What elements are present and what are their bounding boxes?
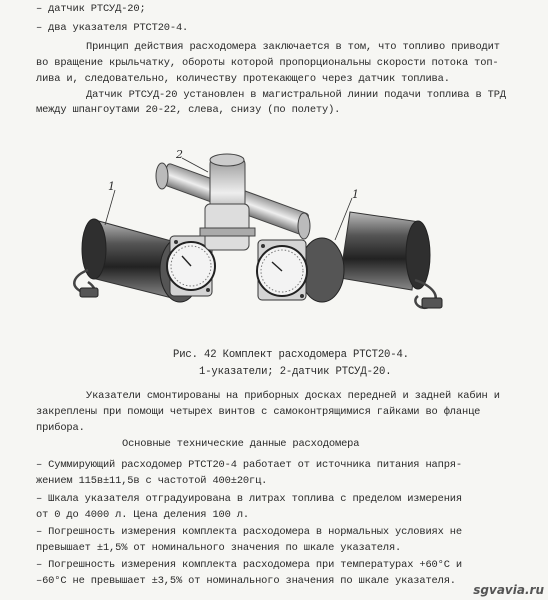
- callout-1-right: 1: [352, 188, 359, 201]
- spec-error-temp-line1: – Погрешность измерения комплекта расходомера при температурах +60°С и: [36, 559, 462, 571]
- flowmeter-illustration: [60, 150, 460, 325]
- spec-error-normal-line2: превышает ±1,5% от номинального значения по шкале указателя.: [36, 542, 402, 554]
- paragraph-principle-line3: лива и, следовательно, количеству протекающего через датчик топлива.: [36, 73, 450, 85]
- spec-error-normal-line1: – Погрешность измерения комплекта расходомера в нормальных условиях не: [36, 526, 462, 538]
- section-heading: Основные технические данные расходомера: [122, 438, 360, 450]
- figure-caption-legend: 1-указатели; 2-датчик РТСУД-20.: [199, 366, 392, 378]
- paragraph-install-line2: между шпангоутами 20-22, слева, снизу (по полету).: [36, 104, 341, 116]
- paragraph-principle-line1: Принцип действия расходомера заключается в том, что топливо приводит: [86, 41, 500, 53]
- paragraph-install-line1: Датчик РТСУД-20 установлен в магистральной линии подачи топлива в ТРД: [86, 89, 506, 101]
- paragraph-mount-line1: Указатели смонтированы на приборных досках передней и задней кабин и: [86, 390, 500, 402]
- paragraph-principle-line2: во вращение крыльчатку, обороты которой пропорциональны скорости потока топ-: [36, 57, 499, 69]
- spec-scale-line1: – Шкала указателя отградуирована в литрах топлива с пределом измерения: [36, 493, 462, 505]
- list-item-indicators: – два указателя РТСТ20-4.: [36, 22, 189, 34]
- paragraph-mount-line3: прибора.: [36, 422, 85, 434]
- paragraph-mount-line2: закреплены при помощи четырех винтов с самоконтрящимися гайками во фланце: [36, 406, 481, 418]
- spec-power-line2: жением 115в±11,5в с частотой 400±20гц.: [36, 475, 268, 487]
- indicator-left: [74, 219, 215, 302]
- spec-error-temp-line2: –60°С не превышает ±3,5% от номинального значения по шкале указателя.: [36, 575, 456, 587]
- callout-1-left: 1: [108, 180, 115, 193]
- watermark: sgvavia.ru: [473, 583, 544, 597]
- callout-2: 2: [176, 148, 183, 161]
- list-item-sensor: – датчик РТСУД-20;: [36, 3, 146, 15]
- spec-power-line1: – Суммирующий расходомер РТСТ20-4 работает от источника питания напря-: [36, 459, 462, 471]
- flowmeter-figure: [60, 150, 460, 325]
- spec-scale-line2: от 0 до 4000 л. Цена деления 100 л.: [36, 509, 249, 521]
- figure-caption-title: Рис. 42 Комплект расходомера РТСТ20-4.: [173, 349, 409, 361]
